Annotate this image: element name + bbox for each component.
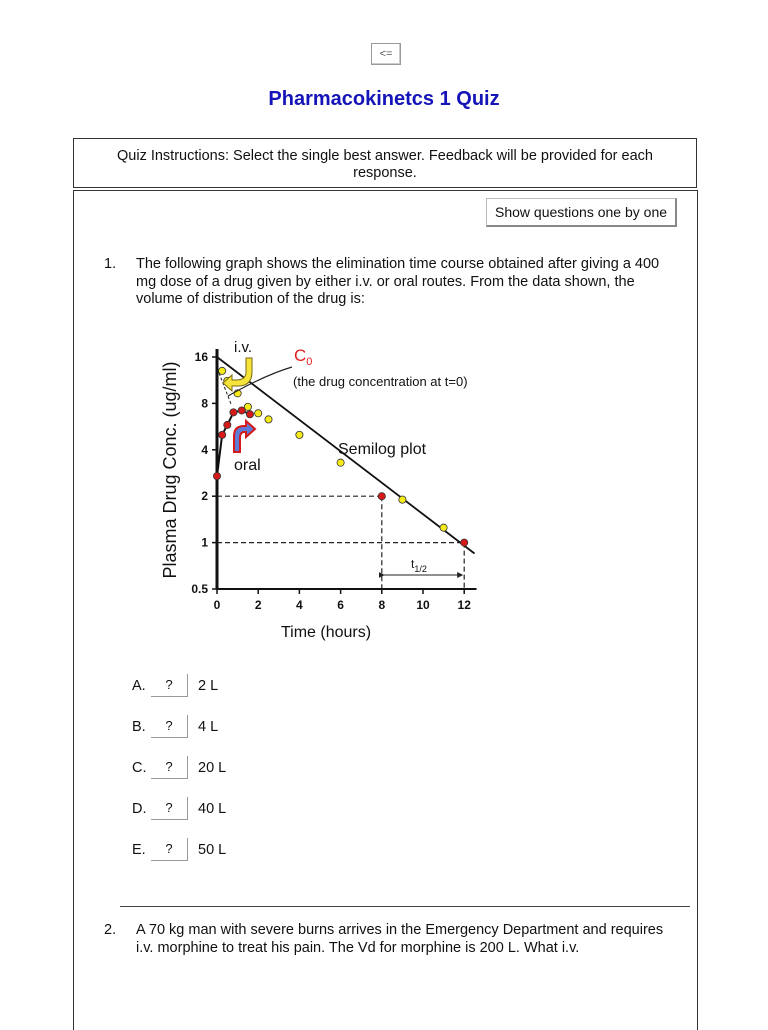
c0-description: (the drug concentration at t=0)	[293, 374, 468, 389]
option-letter: E.	[132, 842, 146, 858]
y-tick-label: 8	[201, 396, 208, 411]
back-button[interactable]: <=	[371, 43, 401, 65]
chart-annotations	[223, 339, 468, 574]
y-tick-label: 1	[201, 535, 208, 550]
semilog-label: Semilog plot	[338, 441, 427, 458]
question-2-number: 2.	[104, 922, 117, 938]
x-tick-label: 0	[213, 598, 221, 612]
c0-label: $C_0$	[294, 346, 313, 368]
option-letter: C.	[132, 760, 147, 776]
quiz-instructions: Quiz Instructions: Select the single best answer. Feedback will be provided for each response.	[73, 138, 697, 188]
oral-data-point	[378, 493, 385, 500]
show-one-by-one-button[interactable]: Show questions one by one	[486, 198, 677, 227]
question-1-text: The following graph shows the elimination time course obtained after giving a 400 mg dose of a drug given by either i.v. or oral routes. From the data shown, the volume of distribution of the drug is:	[136, 256, 660, 307]
y-tick-label: 4	[201, 442, 208, 457]
y-tick-label: 2	[201, 489, 208, 504]
page-title: Pharmacokinetcs 1 Quiz	[268, 88, 500, 110]
option-letter: A.	[132, 678, 146, 694]
chart-x-axis-label: Time (hours)	[280, 624, 372, 641]
option-b-check-button[interactable]: ?	[151, 715, 188, 738]
option-letter: B.	[132, 719, 146, 735]
y-tick-label: 0.5	[191, 582, 208, 596]
x-tick-label: 4	[296, 598, 303, 612]
y-tick-label: 16	[194, 350, 208, 364]
option-d-check-button[interactable]: ?	[151, 797, 188, 820]
x-tick-label: 12	[457, 598, 471, 612]
oral-data-point	[461, 539, 468, 546]
oral-arrow-icon	[234, 421, 255, 452]
iv-data-point	[440, 524, 447, 531]
option-text: 2 L	[198, 678, 219, 694]
question-1-number: 1.	[104, 256, 117, 272]
option-text: 4 L	[198, 719, 219, 735]
chart-half-life-guides	[217, 373, 464, 589]
oral-data-point	[246, 411, 253, 418]
option-e-check-button[interactable]: ?	[151, 838, 188, 861]
oral-data-point	[224, 421, 231, 428]
iv-data-point	[399, 496, 406, 503]
option-text: 40 L	[198, 801, 227, 817]
x-tick-label: 6	[337, 598, 344, 612]
iv-data-point	[255, 410, 262, 417]
oral-label: oral	[234, 457, 261, 474]
iv-data-point	[265, 416, 272, 423]
iv-label: i.v.	[234, 339, 253, 356]
question-divider	[120, 906, 690, 907]
iv-data-point	[337, 459, 344, 466]
option-text: 20 L	[198, 760, 227, 776]
option-c-check-button[interactable]: ?	[151, 756, 188, 779]
iv-data-point	[296, 431, 303, 438]
x-tick-label: 8	[378, 598, 386, 612]
option-letter: D.	[132, 801, 147, 817]
option-a-check-button[interactable]: ?	[151, 674, 188, 697]
half-life-label: $t_{1/2}$	[411, 557, 427, 574]
oral-data-point	[238, 407, 245, 414]
x-tick-label: 10	[416, 598, 430, 612]
oral-data-point	[219, 431, 226, 438]
oral-data-point	[230, 409, 237, 416]
iv-data-point	[219, 367, 226, 374]
chart-y-axis-label: Plasma Drug Conc. (ug/ml)	[160, 361, 180, 579]
pk-semilog-chart	[150, 330, 500, 650]
oral-data-point	[213, 473, 220, 480]
question-2-text: A 70 kg man with severe burns arrives in the Emergency Department and requires i.v. morphine to treat his pain. The Vd for morphine is 200 L. What i.v.	[136, 922, 664, 956]
option-text: 50 L	[198, 842, 227, 858]
x-tick-label: 2	[254, 598, 262, 612]
